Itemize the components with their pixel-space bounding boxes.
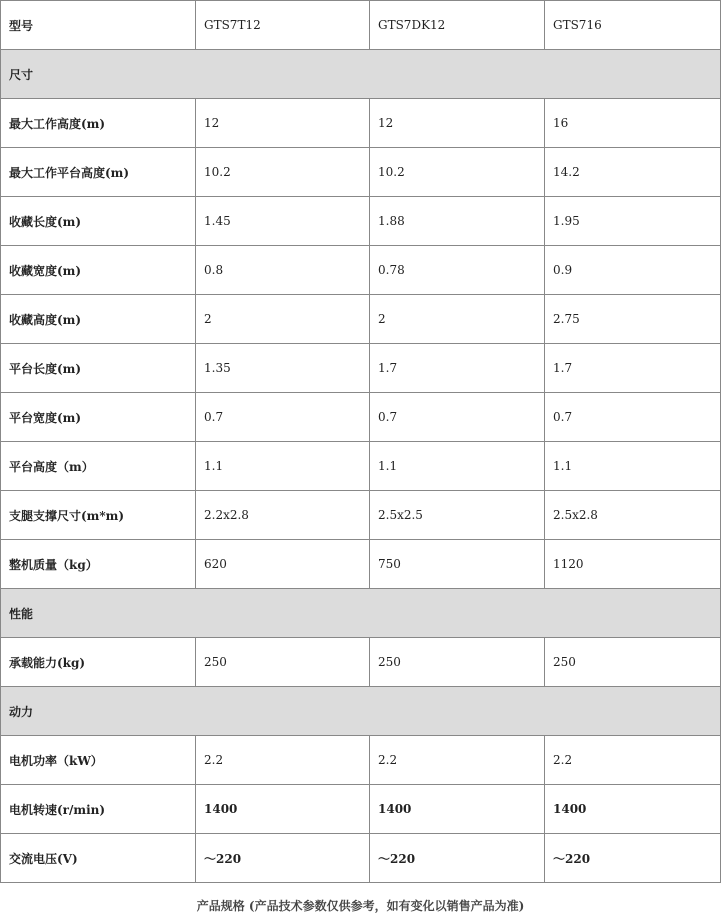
spec-value: 250 (196, 638, 370, 687)
spec-value: 16 (545, 99, 721, 148)
spec-value: 0.7 (196, 393, 370, 442)
spec-value: 0.8 (196, 246, 370, 295)
spec-value: 1.35 (196, 344, 370, 393)
spec-value: 1400 (545, 785, 721, 834)
section-header-row (1, 589, 721, 638)
section-title: 尺寸 (1, 50, 721, 99)
spec-value: 250 (370, 638, 545, 687)
header-row (1, 1, 721, 50)
spec-row (1, 442, 721, 491)
spec-value: 250 (545, 638, 721, 687)
caption: 产品规格 (产品技术参数仅供参考，如有变化以销售产品为准) (196, 899, 525, 913)
spec-row (1, 344, 721, 393)
spec-label: 平台宽度(m) (1, 393, 196, 442)
spec-value: 10.2 (196, 148, 370, 197)
spec-label: 平台长度(m) (1, 344, 196, 393)
spec-label: 电机转速(r/min) (1, 785, 196, 834)
spec-table-body (1, 1, 721, 883)
spec-value: 2.2 (370, 736, 545, 785)
spec-value: 750 (370, 540, 545, 589)
model-name: GTS716 (545, 1, 721, 50)
spec-value: 2.5x2.8 (545, 491, 721, 540)
section-title: 性能 (1, 589, 721, 638)
spec-value: 2 (196, 295, 370, 344)
spec-row (1, 785, 721, 834)
spec-value: ～220 (370, 834, 545, 883)
spec-value: 14.2 (545, 148, 721, 197)
spec-value: 1400 (370, 785, 545, 834)
spec-value: 2.2x2.8 (196, 491, 370, 540)
spec-value: ～220 (196, 834, 370, 883)
model-name: GTS7DK12 (370, 1, 545, 50)
spec-row (1, 638, 721, 687)
spec-value: 1.88 (370, 197, 545, 246)
spec-row (1, 834, 721, 883)
spec-value: 1.95 (545, 197, 721, 246)
spec-row (1, 148, 721, 197)
spec-label: 整机质量（kg） (1, 540, 196, 589)
spec-value: 1.1 (370, 442, 545, 491)
spec-label: 最大工作平台高度(m) (1, 148, 196, 197)
spec-row (1, 246, 721, 295)
spec-label: 支腿支撑尺寸(m*m) (1, 491, 196, 540)
spec-label: 电机功率（kW） (1, 736, 196, 785)
section-header-row (1, 50, 721, 99)
spec-label: 交流电压(V) (1, 834, 196, 883)
spec-value: 10.2 (370, 148, 545, 197)
spec-row (1, 197, 721, 246)
spec-row (1, 491, 721, 540)
section-title: 动力 (1, 687, 721, 736)
spec-row (1, 540, 721, 589)
spec-label: 最大工作高度(m) (1, 99, 196, 148)
spec-value: 2.5x2.5 (370, 491, 545, 540)
spec-label: 收藏宽度(m) (1, 246, 196, 295)
spec-row (1, 295, 721, 344)
spec-value: 0.7 (370, 393, 545, 442)
spec-label: 收藏长度(m) (1, 197, 196, 246)
spec-row (1, 99, 721, 148)
section-header-row (1, 687, 721, 736)
spec-value: 620 (196, 540, 370, 589)
spec-value: 1120 (545, 540, 721, 589)
spec-label: 平台高度（m） (1, 442, 196, 491)
header-label: 型号 (1, 1, 196, 50)
spec-value: 1.7 (370, 344, 545, 393)
spec-value: ～220 (545, 834, 721, 883)
spec-value: 2.75 (545, 295, 721, 344)
spec-row (1, 736, 721, 785)
spec-value: 2.2 (196, 736, 370, 785)
spec-value: 1.7 (545, 344, 721, 393)
spec-value: 2 (370, 295, 545, 344)
spec-value: 12 (196, 99, 370, 148)
spec-label: 承载能力(kg) (1, 638, 196, 687)
spec-value: 1.45 (196, 197, 370, 246)
model-name: GTS7T12 (196, 1, 370, 50)
spec-value: 2.2 (545, 736, 721, 785)
spec-value: 12 (370, 99, 545, 148)
spec-value: 0.7 (545, 393, 721, 442)
spec-value: 1.1 (196, 442, 370, 491)
spec-row (1, 393, 721, 442)
spec-value: 0.9 (545, 246, 721, 295)
spec-value: 0.78 (370, 246, 545, 295)
spec-label: 收藏高度(m) (1, 295, 196, 344)
spec-value: 1400 (196, 785, 370, 834)
spec-value: 1.1 (545, 442, 721, 491)
